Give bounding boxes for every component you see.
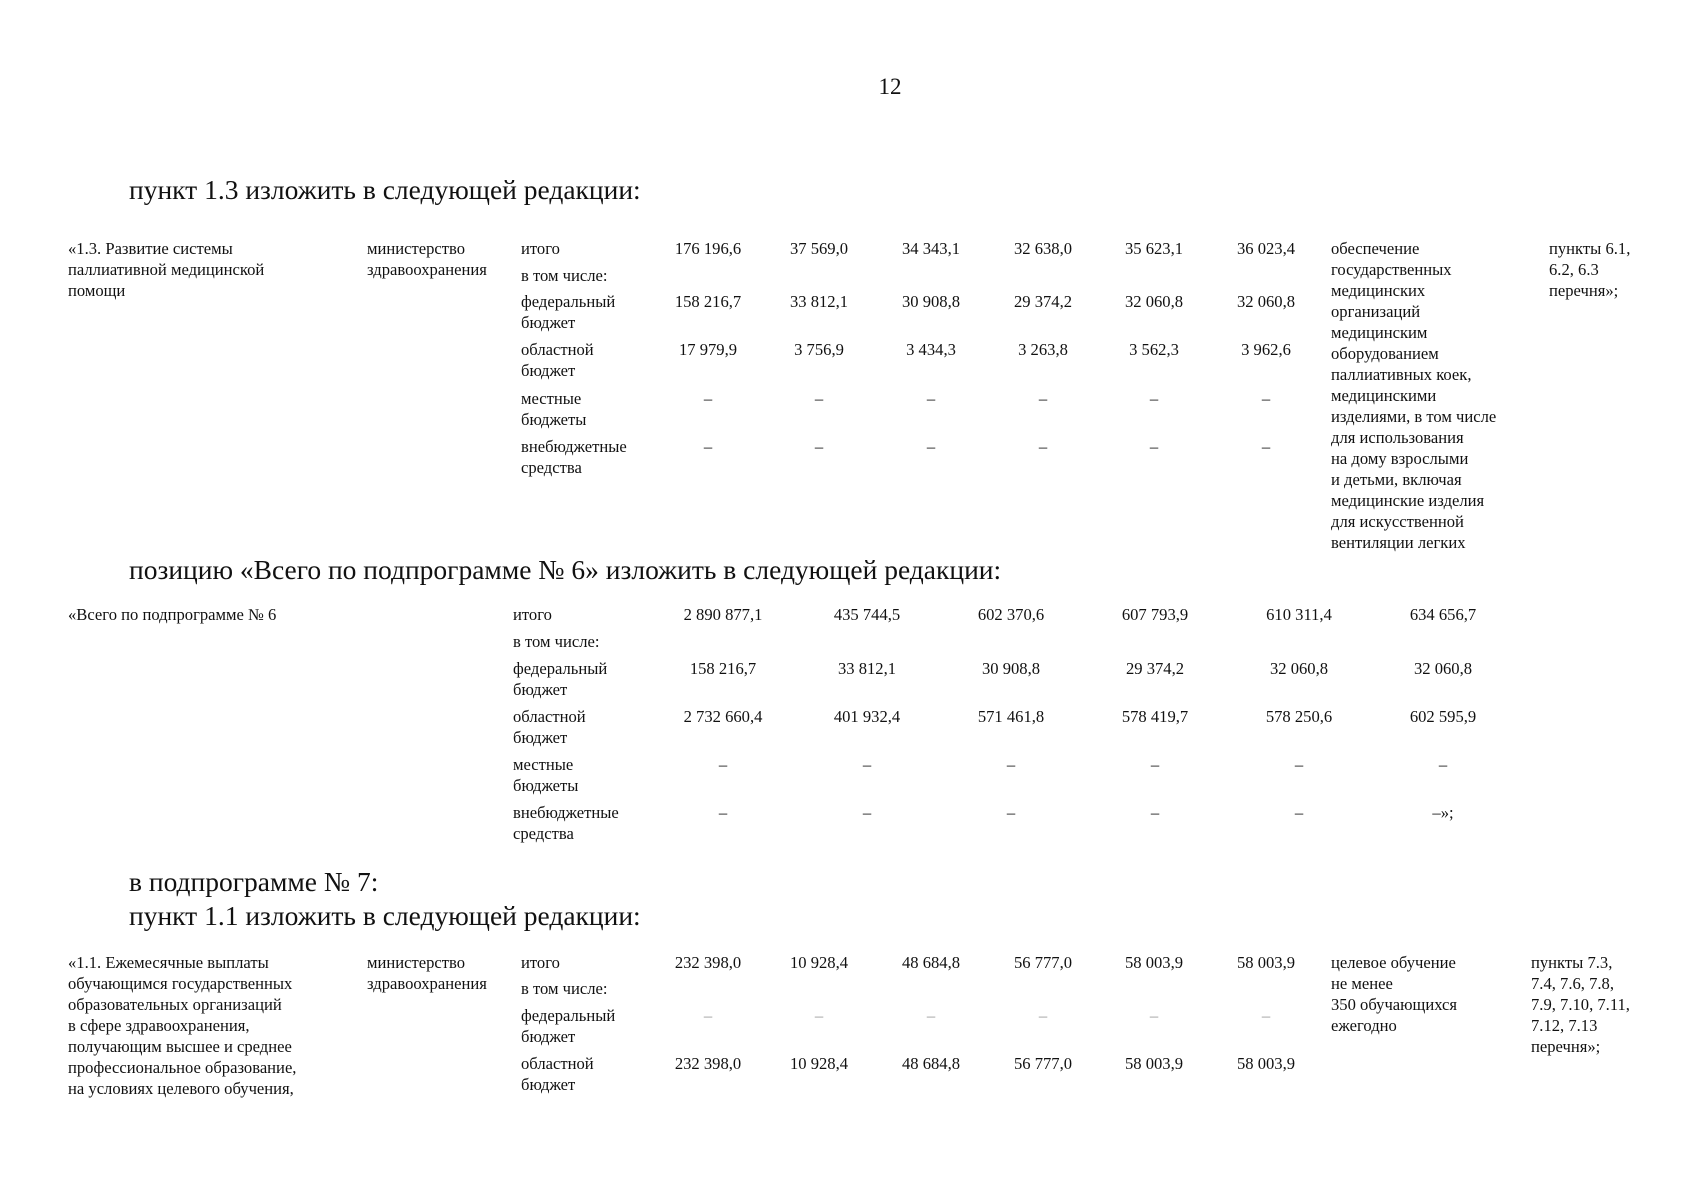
cell-value: 158 216,7: [674, 292, 742, 311]
cell-value: –: [1294, 803, 1304, 822]
cell-value: 17 979,9: [678, 340, 738, 359]
expected-result: обеспечение государственных медицинских организаций медицинским оборудованием паллиативных коек, медицинскими изделиями, в том числе для использования на дому взрослыми и детьми, включая медицинские изделия для искусственной вентиляции легких: [1331, 239, 1497, 552]
row-label: итого: [521, 239, 560, 258]
cell-value: 232 398,0: [674, 953, 742, 972]
cell-value: –: [1006, 803, 1016, 822]
row-label: итого: [521, 953, 560, 972]
cell-value: 33 812,1: [789, 292, 849, 311]
cell-value: 33 812,1: [837, 659, 897, 678]
cell-value: 30 908,8: [981, 659, 1041, 678]
cell-value: –: [926, 1006, 936, 1025]
row-label: внебюджетные средства: [521, 437, 627, 477]
reference: пункты 6.1, 6.2, 6.3 перечня»;: [1549, 239, 1631, 300]
cell-value: 2 732 660,4: [683, 707, 763, 726]
cell-value: 610 311,4: [1266, 605, 1332, 624]
cell-value: –: [1149, 1006, 1159, 1025]
row-label: местные бюджеты: [521, 389, 587, 429]
item-name: «1.3. Развитие системы паллиативной медицинской помощи: [68, 239, 265, 300]
heading-subprogram-7: в подпрограмме № 7:: [129, 866, 379, 897]
cell-value: –»;: [1432, 803, 1454, 822]
cell-value: 435 744,5: [833, 605, 901, 624]
cell-value: 158 216,7: [689, 659, 757, 678]
cell-value: –: [1149, 437, 1159, 456]
cell-value: 232 398,0: [674, 1054, 742, 1073]
cell-value: 56 777,0: [1013, 1054, 1073, 1073]
cell-value: 10 928,4: [789, 1054, 849, 1073]
cell-value: –: [1438, 755, 1448, 774]
executor: министерство здравоохранения: [367, 953, 487, 993]
cell-value: 3 434,3: [906, 340, 956, 359]
row-label: в том числе:: [521, 266, 608, 285]
cell-value: –: [1038, 1006, 1048, 1025]
cell-value: 37 569,0: [789, 239, 849, 258]
cell-value: 58 003,9: [1124, 953, 1184, 972]
row-label: в том числе:: [521, 979, 608, 998]
cell-value: –: [926, 389, 936, 408]
cell-value: –: [718, 755, 728, 774]
cell-value: –: [1261, 437, 1271, 456]
cell-value: –: [814, 389, 824, 408]
cell-value: –: [703, 437, 713, 456]
cell-value: 3 962,6: [1241, 340, 1291, 359]
cell-value: –: [1261, 389, 1271, 408]
cell-value: 32 060,8: [1269, 659, 1329, 678]
cell-value: –: [703, 389, 713, 408]
cell-value: 578 250,6: [1265, 707, 1333, 726]
cell-value: –: [703, 1006, 713, 1025]
cell-value: 29 374,2: [1125, 659, 1185, 678]
cell-value: –: [1150, 803, 1160, 822]
cell-value: –: [1150, 755, 1160, 774]
row-label: областной бюджет: [521, 1054, 594, 1094]
cell-value: 401 932,4: [833, 707, 901, 726]
row-label: федеральный бюджет: [521, 292, 616, 332]
cell-value: 56 777,0: [1013, 953, 1073, 972]
cell-value: 48 684,8: [901, 953, 961, 972]
row-label: федеральный бюджет: [513, 659, 608, 699]
row-label: внебюджетные средства: [513, 803, 619, 843]
cell-value: –: [926, 437, 936, 456]
cell-value: –: [1038, 437, 1048, 456]
cell-value: 602 595,9: [1409, 707, 1477, 726]
cell-value: 35 623,1: [1124, 239, 1184, 258]
heading-item-1-1: пункт 1.1 изложить в следующей редакции:: [129, 900, 641, 931]
item-name: «Всего по подпрограмме № 6: [68, 605, 277, 624]
cell-value: 176 196,6: [674, 239, 742, 258]
heading-item-1-3: пункт 1.3 изложить в следующей редакции:: [129, 174, 641, 205]
cell-value: 571 461,8: [977, 707, 1045, 726]
cell-value: 30 908,8: [901, 292, 961, 311]
cell-value: 607 793,9: [1121, 605, 1189, 624]
cell-value: 634 656,7: [1409, 605, 1477, 624]
cell-value: 36 023,4: [1236, 239, 1296, 258]
cell-value: –: [1149, 389, 1159, 408]
row-label: в том числе:: [513, 632, 600, 651]
cell-value: –: [862, 803, 872, 822]
cell-value: –: [718, 803, 728, 822]
cell-value: 29 374,2: [1013, 292, 1073, 311]
cell-value: 34 343,1: [901, 239, 961, 258]
cell-value: 3 756,9: [794, 340, 844, 359]
cell-value: –: [1038, 389, 1048, 408]
cell-value: 32 638,0: [1013, 239, 1073, 258]
row-label: федеральный бюджет: [521, 1006, 616, 1046]
cell-value: –: [1261, 1006, 1271, 1025]
cell-value: –: [1294, 755, 1304, 774]
expected-result: целевое обучение не менее 350 обучающихся ежегодно: [1331, 953, 1458, 1035]
cell-value: 58 003,9: [1236, 953, 1296, 972]
cell-value: 3 263,8: [1018, 340, 1068, 359]
cell-value: 3 562,3: [1129, 340, 1179, 359]
cell-value: –: [862, 755, 872, 774]
cell-value: 2 890 877,1: [683, 605, 763, 624]
cell-value: 32 060,8: [1236, 292, 1296, 311]
row-label: местные бюджеты: [513, 755, 579, 795]
cell-value: 48 684,8: [901, 1054, 961, 1073]
cell-value: 602 370,6: [977, 605, 1045, 624]
row-label: областной бюджет: [521, 340, 594, 380]
page-number: 12: [878, 74, 902, 99]
cell-value: 578 419,7: [1121, 707, 1189, 726]
cell-value: –: [814, 437, 824, 456]
item-name: «1.1. Ежемесячные выплаты обучающимся государственных образовательных организаций в сфере здравоохранения, получающим высшее и среднее профессиональное образование, на условиях целевого обучения,: [68, 953, 297, 1098]
cell-value: 32 060,8: [1124, 292, 1184, 311]
executor: министерство здравоохранения: [367, 239, 487, 279]
reference: пункты 7.3, 7.4, 7.6, 7.8, 7.9, 7.10, 7.11, 7.12, 7.13 перечня»;: [1531, 953, 1630, 1056]
heading-total-subprogram-6: позицию «Всего по подпрограмме № 6» изложить в следующей редакции:: [129, 554, 1002, 585]
cell-value: –: [1006, 755, 1016, 774]
cell-value: 58 003,9: [1124, 1054, 1184, 1073]
cell-value: –: [814, 1006, 824, 1025]
row-label: областной бюджет: [513, 707, 586, 747]
cell-value: 58 003,9: [1236, 1054, 1296, 1073]
cell-value: 10 928,4: [789, 953, 849, 972]
cell-value: 32 060,8: [1413, 659, 1473, 678]
row-label: итого: [513, 605, 552, 624]
